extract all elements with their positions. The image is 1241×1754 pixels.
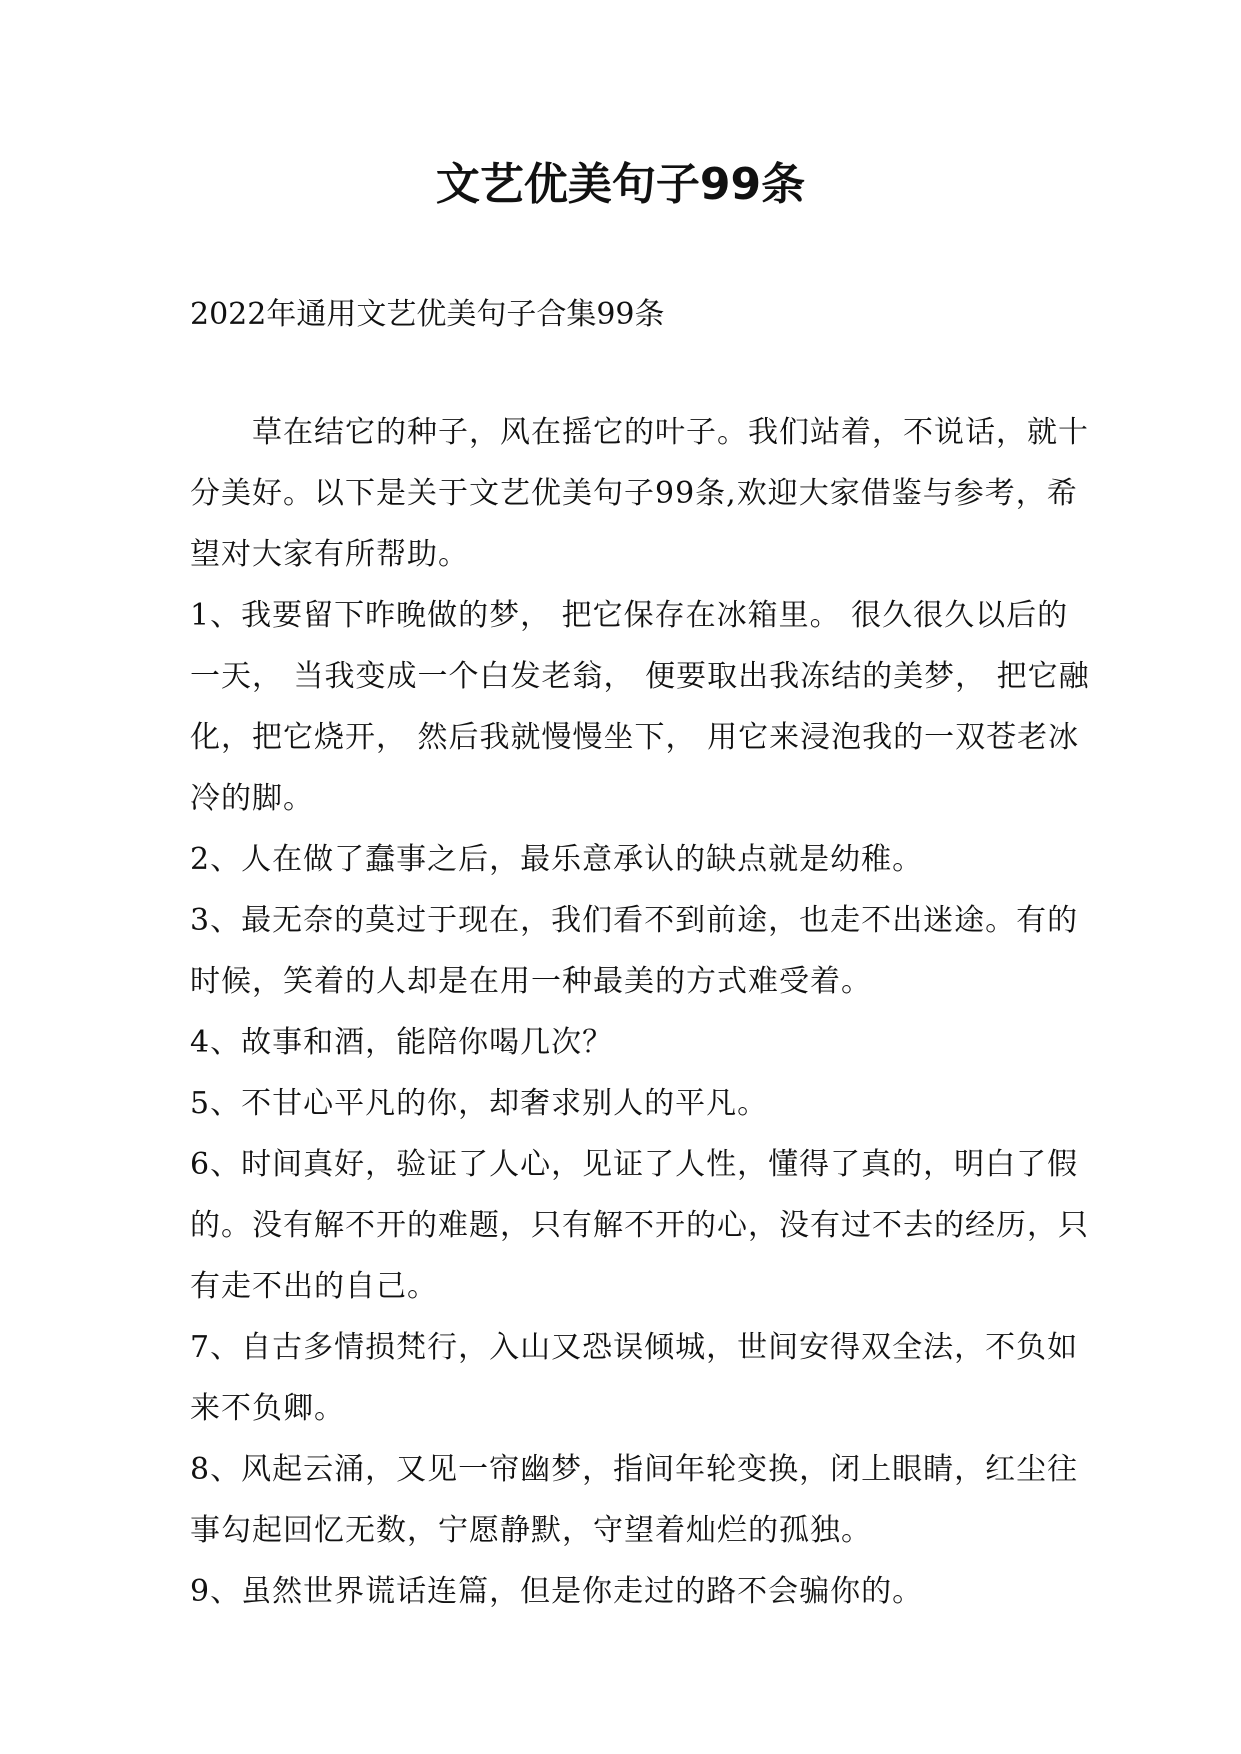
list-item: 7、自古多情损梵行，入山又恐误倾城，世间安得双全法，不负如来不负卿。 — [190, 1330, 1079, 1426]
document-body — [190, 402, 1090, 1622]
list-item: 2、人在做了蠢事之后，最乐意承认的缺点就是幼稚。 — [190, 842, 924, 877]
document-subtitle: 2022年通用文艺优美句子合集99条 — [190, 297, 665, 332]
list-item: 6、时间真好，验证了人心，见证了人性，懂得了真的，明白了假的。没有解不开的难题，只有解不开的心，没有过不去的经历，只有走不出的自己。 — [190, 1147, 1089, 1304]
document-title: 文艺优美句子99条 — [435, 159, 806, 210]
list-item: 3、最无奈的莫过于现在，我们看不到前途，也走不出迷途。有的时候，笑着的人却是在用一种最美的方式难受着。 — [190, 903, 1079, 999]
list-item: 9、虽然世界谎话连篇，但是你走过的路不会骗你的。 — [190, 1574, 924, 1609]
list-item: 1、我要留下昨晚做的梦， 把它保存在冰箱里。 很久很久以后的一天， 当我变成一个白发老翁， 便要取出我冻结的美梦， 把它融化，把它烧开， 然后我就慢慢坐下， 用它来浸泡我的一双苍老冰冷的脚。 — [190, 598, 1090, 816]
intro-paragraph: 草在结它的种子，风在摇它的叶子。我们站着，不说话，就十分美好。以下是关于文艺优美句子99条,欢迎大家借鉴与参考，希望对大家有所帮助。 — [190, 415, 1089, 572]
list-item: 4、故事和酒，能陪你喝几次？ — [190, 1025, 614, 1060]
list-item: 8、风起云涌，又见一帘幽梦，指间年轮变换，闭上眼睛，红尘往事勾起回忆无数，宁愿静默，守望着灿烂的孤独。 — [190, 1452, 1079, 1548]
list-item: 5、不甘心平凡的你，却奢求别人的平凡。 — [190, 1086, 769, 1121]
